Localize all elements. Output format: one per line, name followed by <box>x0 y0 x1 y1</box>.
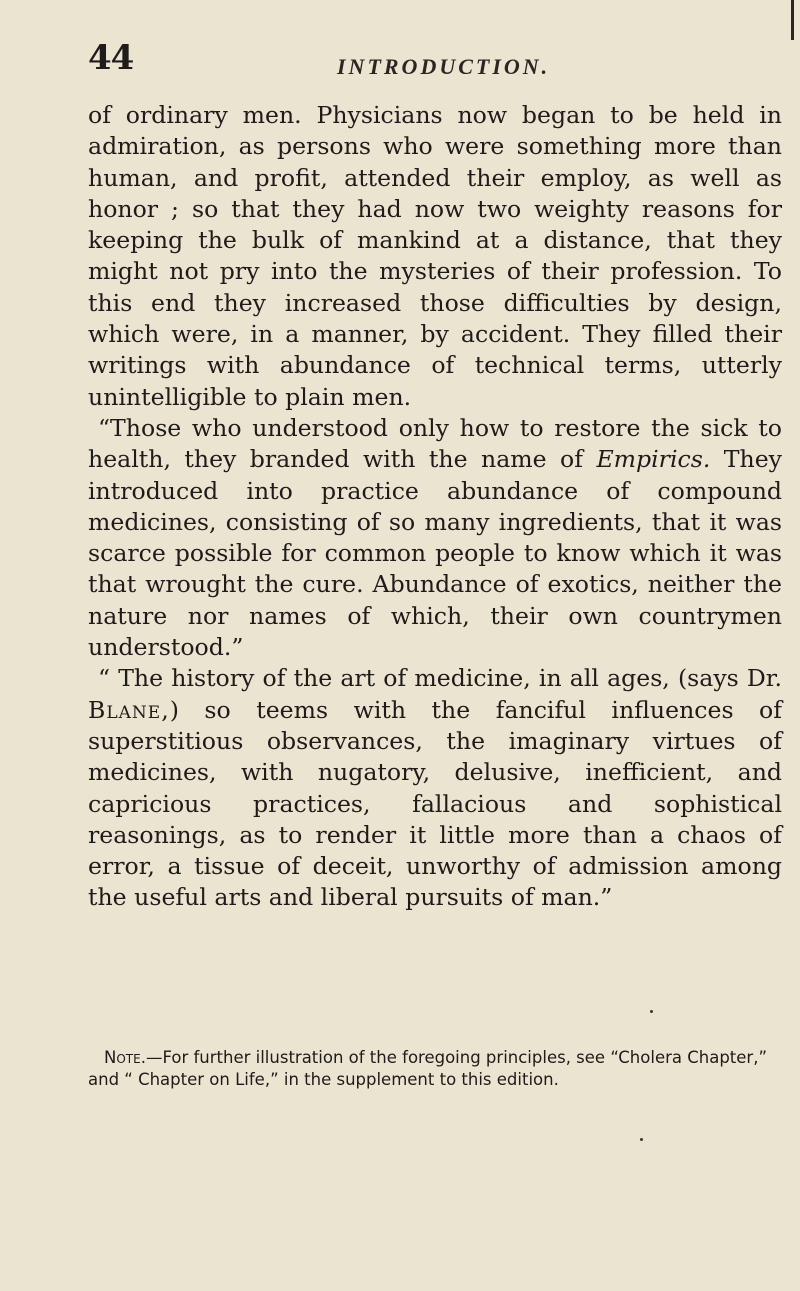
ink-speck <box>650 1010 653 1013</box>
note-text: —For further illustration of the foregoing principles, see “Cholera Chapter,” and “ Chapter on Life,” in the supplement to this edition. <box>88 1048 767 1089</box>
paragraph-2 <box>88 413 782 663</box>
paragraph-2-open: “Those who understood only how to restore the sick to health, they branded with the name of <box>88 413 782 474</box>
paragraph-3-rest: ) so teems with the fanciful influences of superstitious observances, the imaginary virtues of medicines, with nugatory, delusive, inefficient, and capricious practices, fallacious and sophistical reasonings, as to render it little more than a chaos of error, a tissue of deceit, unworthy of admission among the useful arts and liberal pursuits of man.” <box>88 695 782 912</box>
paragraph-2-rest: They introduced into practice abundance of compound medicines, consisting of so many ingredients, that it was scarce possible for common people to know which it was that wrought the cure. Abundance of exotics, neither the nature nor names of which, their own countrymen understood.” <box>88 445 783 662</box>
empirics-term: Empirics. <box>596 445 711 474</box>
page-number: 44 <box>88 38 134 78</box>
ink-speck <box>640 1138 643 1141</box>
footnote <box>88 1047 782 1091</box>
paragraph-1: of ordinary men. Physicians now began to be held in admiration, as persons who were something more than human, and profit, attended their employ, as well as honor ; so that they had now two weighty reasons for keeping the bulk of mankind at a distance, that they might not pry into the mysteries of their profession. To this end they increased those difficulties by design, which were, in a manner, by accident. They filled their writings with abundance of technical terms, utterly unintelligible to plain men. <box>88 101 782 411</box>
paragraph-3-open: “ The history of the art of medicine, in all ages, (says Dr. <box>98 664 782 693</box>
section-title: INTRODUCTION. <box>337 54 551 79</box>
paragraph-3 <box>88 663 782 913</box>
note-lead: Note. <box>104 1048 146 1067</box>
body-text <box>88 100 782 914</box>
running-head <box>0 38 800 88</box>
page-edge-mark <box>791 0 794 40</box>
author-name: Blane, <box>88 695 170 724</box>
